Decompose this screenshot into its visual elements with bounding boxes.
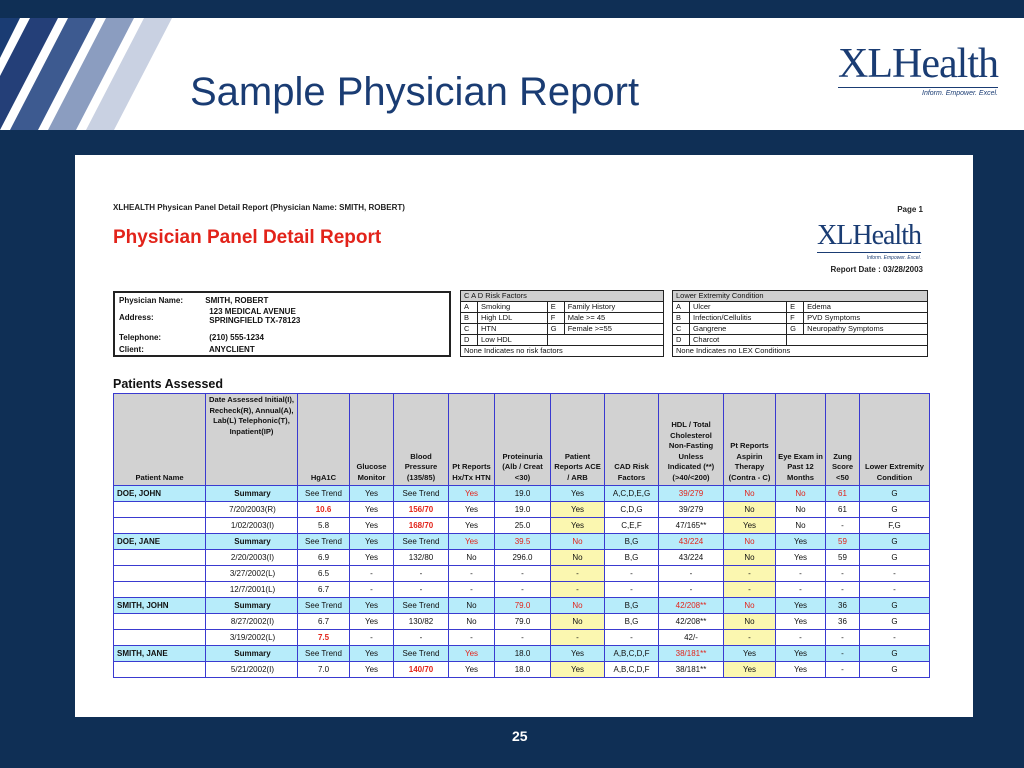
lex-legend-row bbox=[673, 313, 928, 324]
cell-bp: See Trend bbox=[394, 646, 449, 662]
cell-cad: A,B,C,D,F bbox=[605, 646, 659, 662]
cell-glu: Yes bbox=[350, 662, 394, 678]
cell-prot: - bbox=[495, 630, 551, 646]
cell-hdl: - bbox=[659, 566, 724, 582]
cell-eye: Yes bbox=[776, 646, 826, 662]
address-lines bbox=[209, 307, 300, 325]
cell-hga: 6.7 bbox=[298, 614, 350, 630]
lex-code: D bbox=[673, 335, 690, 346]
cell-asp: No bbox=[724, 598, 776, 614]
cell-bp: 140/70 bbox=[394, 662, 449, 678]
cell-prot: 18.0 bbox=[495, 662, 551, 678]
report-title: Physician Panel Detail Report bbox=[113, 227, 382, 248]
cell-hga: 10.6 bbox=[298, 502, 350, 518]
cell-lec: G bbox=[860, 646, 930, 662]
col-ace-arb: Patient Reports ACE / ARB bbox=[551, 394, 605, 486]
cell-name bbox=[114, 550, 206, 566]
cell-arb: No bbox=[551, 614, 605, 630]
cell-zung: 61 bbox=[826, 486, 860, 502]
cell-prot: - bbox=[495, 582, 551, 598]
client-label: Client: bbox=[119, 345, 144, 354]
cell-name bbox=[114, 518, 206, 534]
cell-glu: Yes bbox=[350, 534, 394, 550]
table-row bbox=[114, 646, 930, 662]
cell-glu: Yes bbox=[350, 598, 394, 614]
xlhealth-logo bbox=[838, 42, 998, 97]
cell-date: 3/27/2002(L) bbox=[206, 566, 298, 582]
cad-code: A bbox=[461, 302, 478, 313]
cell-hdl: 42/208** bbox=[659, 614, 724, 630]
col-lower-extremity: Lower Extremity Condition bbox=[860, 394, 930, 486]
cell-arb: No bbox=[551, 534, 605, 550]
cell-lec: G bbox=[860, 502, 930, 518]
cad-code: D bbox=[461, 335, 478, 346]
cell-hdl: 43/224 bbox=[659, 550, 724, 566]
cell-lec: F,G bbox=[860, 518, 930, 534]
col-hdl-cholesterol: HDL / Total Cholesterol Non-Fasting Unless Indicated (**) (>40/<200) bbox=[659, 394, 724, 486]
cell-hdl: 42/- bbox=[659, 630, 724, 646]
cad-label: Male >= 45 bbox=[564, 313, 663, 324]
cell-lec: G bbox=[860, 598, 930, 614]
lex-label: Ulcer bbox=[690, 302, 787, 313]
cell-date: 5/21/2002(I) bbox=[206, 662, 298, 678]
lex-code: B bbox=[673, 313, 690, 324]
table-row bbox=[114, 566, 930, 582]
logo-wordmark: XLHealth bbox=[838, 41, 998, 87]
report-header-line: XLHEALTH Physican Panel Detail Report (Physician Name: SMITH, ROBERT) bbox=[113, 203, 405, 212]
cell-arb: Yes bbox=[551, 518, 605, 534]
table-row bbox=[114, 518, 930, 534]
col-htn: Pt Reports Hx/Tx HTN bbox=[449, 394, 495, 486]
cad-code: C bbox=[461, 324, 478, 335]
cell-hdl: 47/165** bbox=[659, 518, 724, 534]
cell-date: 8/27/2002(I) bbox=[206, 614, 298, 630]
table-row bbox=[114, 582, 930, 598]
cell-cad: B,G bbox=[605, 614, 659, 630]
cell-date: 2/20/2003(I) bbox=[206, 550, 298, 566]
lex-empty-cell bbox=[787, 335, 928, 346]
cell-name bbox=[114, 614, 206, 630]
col-date-assessed: Date Assessed Initial(I), Recheck(R), Annual(A), Lab(L) Telephonic(T), Inpatient(IP) bbox=[206, 394, 298, 486]
cell-zung: - bbox=[826, 662, 860, 678]
cad-code: F bbox=[547, 313, 564, 324]
cell-name bbox=[114, 566, 206, 582]
cad-legend-row bbox=[461, 313, 664, 324]
cell-bp: See Trend bbox=[394, 486, 449, 502]
cell-prot: 19.0 bbox=[495, 486, 551, 502]
cell-hdl: 38/181** bbox=[659, 646, 724, 662]
cell-htn: Yes bbox=[449, 502, 495, 518]
cell-glu: Yes bbox=[350, 502, 394, 518]
cell-name: SMITH, JOHN bbox=[114, 598, 206, 614]
cell-date: 3/19/2002(L) bbox=[206, 630, 298, 646]
address-line-2: SPRINGFIELD TX-78123 bbox=[209, 316, 301, 325]
cell-arb: No bbox=[551, 598, 605, 614]
cell-name: DOE, JANE bbox=[114, 534, 206, 550]
cell-cad: B,G bbox=[605, 534, 659, 550]
table-row bbox=[114, 630, 930, 646]
cad-label: Family History bbox=[564, 302, 663, 313]
cell-lec: - bbox=[860, 582, 930, 598]
cell-glu: - bbox=[350, 566, 394, 582]
cell-date: 7/20/2003(R) bbox=[206, 502, 298, 518]
page-number: Page 1 bbox=[897, 205, 923, 214]
cell-prot: 79.0 bbox=[495, 598, 551, 614]
cad-label: Low HDL bbox=[478, 335, 548, 346]
lex-label: Edema bbox=[804, 302, 928, 313]
table-row bbox=[114, 614, 930, 630]
patients-table bbox=[113, 393, 930, 678]
cell-cad: - bbox=[605, 582, 659, 598]
cell-bp: 168/70 bbox=[394, 518, 449, 534]
lex-legend-row bbox=[673, 335, 928, 346]
cell-glu: Yes bbox=[350, 550, 394, 566]
slide-title: Sample Physician Report bbox=[190, 70, 640, 114]
cell-eye: - bbox=[776, 582, 826, 598]
lex-legend-note: None Indicates no LEX Conditions bbox=[673, 346, 928, 357]
cell-bp: - bbox=[394, 630, 449, 646]
col-hga1c: HgA1C bbox=[298, 394, 350, 486]
lex-code: E bbox=[787, 302, 804, 313]
cell-bp: 132/80 bbox=[394, 550, 449, 566]
col-zung-score: Zung Score <50 bbox=[826, 394, 860, 486]
cell-eye: Yes bbox=[776, 598, 826, 614]
cell-name: DOE, JOHN bbox=[114, 486, 206, 502]
cell-arb: No bbox=[551, 550, 605, 566]
table-row bbox=[114, 662, 930, 678]
slide-number: 25 bbox=[512, 728, 528, 744]
cell-hga: See Trend bbox=[298, 534, 350, 550]
cell-hga: 6.5 bbox=[298, 566, 350, 582]
col-blood-pressure: Blood Pressure (135/85) bbox=[394, 394, 449, 486]
cell-hga: 7.0 bbox=[298, 662, 350, 678]
cell-bp: See Trend bbox=[394, 534, 449, 550]
cad-code: G bbox=[547, 324, 564, 335]
table-row bbox=[114, 534, 930, 550]
cell-htn: Yes bbox=[449, 518, 495, 534]
cad-label: Smoking bbox=[478, 302, 548, 313]
cell-lec: G bbox=[860, 662, 930, 678]
cell-asp: No bbox=[724, 550, 776, 566]
cell-prot: 296.0 bbox=[495, 550, 551, 566]
cell-zung: 59 bbox=[826, 534, 860, 550]
cell-zung: 61 bbox=[826, 502, 860, 518]
cell-glu: Yes bbox=[350, 518, 394, 534]
cell-hdl: - bbox=[659, 582, 724, 598]
cad-legend-note: None Indicates no risk factors bbox=[461, 346, 664, 357]
cell-glu: Yes bbox=[350, 486, 394, 502]
slide-header bbox=[0, 18, 1024, 130]
col-aspirin-therapy: Pt Reports Aspirin Therapy (Contra - C) bbox=[724, 394, 776, 486]
lex-code: G bbox=[787, 324, 804, 335]
cad-risk-factors-legend bbox=[460, 290, 664, 357]
lex-code: A bbox=[673, 302, 690, 313]
cell-zung: 36 bbox=[826, 598, 860, 614]
cell-asp: No bbox=[724, 502, 776, 518]
cell-asp: No bbox=[724, 614, 776, 630]
cell-date: Summary bbox=[206, 486, 298, 502]
report-logo-wordmark: XLHealth bbox=[817, 220, 921, 251]
address-row bbox=[119, 307, 300, 325]
lex-label: Infection/Cellulitis bbox=[690, 313, 787, 324]
client-value: ANYCLIENT bbox=[208, 345, 255, 354]
cell-asp: - bbox=[724, 566, 776, 582]
col-eye-exam: Eye Exam in Past 12 Months bbox=[776, 394, 826, 486]
telephone-row bbox=[119, 333, 264, 342]
cell-prot: 19.0 bbox=[495, 502, 551, 518]
cad-legend-row bbox=[461, 335, 664, 346]
cell-name bbox=[114, 662, 206, 678]
cell-asp: - bbox=[724, 582, 776, 598]
cell-cad: A,C,D,E,G bbox=[605, 486, 659, 502]
cell-name bbox=[114, 502, 206, 518]
cell-name bbox=[114, 630, 206, 646]
cad-label: HTN bbox=[478, 324, 548, 335]
cad-empty-cell bbox=[547, 335, 663, 346]
cell-glu: - bbox=[350, 630, 394, 646]
cell-asp: Yes bbox=[724, 646, 776, 662]
cad-code: E bbox=[547, 302, 564, 313]
cell-arb: Yes bbox=[551, 486, 605, 502]
report-logo-rule bbox=[817, 252, 921, 253]
cell-eye: Yes bbox=[776, 550, 826, 566]
cad-legend-title: C A D Risk Factors bbox=[461, 291, 664, 302]
cad-legend-row bbox=[461, 302, 664, 313]
cell-glu: Yes bbox=[350, 646, 394, 662]
cell-cad: B,G bbox=[605, 598, 659, 614]
cell-hga: See Trend bbox=[298, 486, 350, 502]
cell-htn: No bbox=[449, 598, 495, 614]
cell-arb: Yes bbox=[551, 646, 605, 662]
cell-prot: 25.0 bbox=[495, 518, 551, 534]
cell-htn: Yes bbox=[449, 534, 495, 550]
cell-eye: No bbox=[776, 502, 826, 518]
address-label: Address: bbox=[119, 313, 154, 322]
cell-lec: G bbox=[860, 614, 930, 630]
cell-date: 1/02/2003(I) bbox=[206, 518, 298, 534]
cell-eye: Yes bbox=[776, 614, 826, 630]
cell-htn: Yes bbox=[449, 486, 495, 502]
cell-lec: G bbox=[860, 550, 930, 566]
physician-info-box bbox=[113, 291, 451, 357]
table-row bbox=[114, 486, 930, 502]
patients-table-body bbox=[114, 486, 930, 678]
table-header-row bbox=[114, 394, 930, 486]
cell-asp: No bbox=[724, 534, 776, 550]
cell-htn: Yes bbox=[449, 662, 495, 678]
cell-htn: Yes bbox=[449, 646, 495, 662]
lower-extremity-legend bbox=[672, 290, 928, 357]
cell-eye: No bbox=[776, 486, 826, 502]
telephone-label: Telephone: bbox=[119, 333, 162, 342]
cell-lec: G bbox=[860, 486, 930, 502]
cell-prot: 18.0 bbox=[495, 646, 551, 662]
cell-arb: - bbox=[551, 630, 605, 646]
cell-arb: Yes bbox=[551, 662, 605, 678]
cad-label: Female >=55 bbox=[564, 324, 663, 335]
lex-code: F bbox=[787, 313, 804, 324]
lex-legend-row bbox=[673, 302, 928, 313]
cell-asp: No bbox=[724, 486, 776, 502]
address-line-1: 123 MEDICAL AVENUE bbox=[209, 307, 296, 316]
cell-date: Summary bbox=[206, 598, 298, 614]
cell-lec: - bbox=[860, 630, 930, 646]
cell-hdl: 39/279 bbox=[659, 502, 724, 518]
cad-legend-row bbox=[461, 324, 664, 335]
physician-name: SMITH, ROBERT bbox=[205, 296, 269, 305]
cell-cad: - bbox=[605, 630, 659, 646]
cell-hdl: 39/279 bbox=[659, 486, 724, 502]
lex-label: PVD Symptoms bbox=[804, 313, 928, 324]
cell-hga: 6.9 bbox=[298, 550, 350, 566]
cell-asp: - bbox=[724, 630, 776, 646]
report-date: Report Date : 03/28/2003 bbox=[830, 265, 923, 274]
cell-cad: A,B,C,D,F bbox=[605, 662, 659, 678]
cell-zung: - bbox=[826, 518, 860, 534]
cell-name: SMITH, JANE bbox=[114, 646, 206, 662]
cell-htn: - bbox=[449, 566, 495, 582]
lex-legend-title: Lower Extremity Condition bbox=[673, 291, 928, 302]
cell-bp: See Trend bbox=[394, 598, 449, 614]
cell-eye: - bbox=[776, 566, 826, 582]
cell-zung: - bbox=[826, 566, 860, 582]
cell-date: Summary bbox=[206, 534, 298, 550]
cell-htn: No bbox=[449, 550, 495, 566]
table-row bbox=[114, 502, 930, 518]
table-row bbox=[114, 598, 930, 614]
cell-zung: 59 bbox=[826, 550, 860, 566]
cell-cad: - bbox=[605, 566, 659, 582]
cell-zung: - bbox=[826, 630, 860, 646]
cell-hga: See Trend bbox=[298, 598, 350, 614]
cell-hga: 6.7 bbox=[298, 582, 350, 598]
cell-asp: Yes bbox=[724, 518, 776, 534]
physician-name-label: Physician Name: bbox=[119, 296, 184, 305]
lex-label: Charcot bbox=[690, 335, 787, 346]
cell-eye: Yes bbox=[776, 534, 826, 550]
cell-hdl: 42/208** bbox=[659, 598, 724, 614]
cell-hga: 5.8 bbox=[298, 518, 350, 534]
cell-name bbox=[114, 582, 206, 598]
cell-htn: No bbox=[449, 614, 495, 630]
report-logo bbox=[817, 221, 921, 261]
cell-hga: 7.5 bbox=[298, 630, 350, 646]
lex-label: Gangrene bbox=[690, 324, 787, 335]
cell-eye: No bbox=[776, 518, 826, 534]
cell-lec: - bbox=[860, 566, 930, 582]
cell-date: 12/7/2001(L) bbox=[206, 582, 298, 598]
cell-lec: G bbox=[860, 534, 930, 550]
telephone-value: (210) 555-1234 bbox=[209, 333, 264, 342]
cell-glu: Yes bbox=[350, 614, 394, 630]
cell-htn: - bbox=[449, 582, 495, 598]
cell-bp: - bbox=[394, 582, 449, 598]
cell-date: Summary bbox=[206, 646, 298, 662]
cell-zung: - bbox=[826, 646, 860, 662]
client-row bbox=[119, 345, 255, 354]
patients-assessed-title: Patients Assessed bbox=[113, 377, 224, 391]
report-logo-tagline: Inform. Empower. Excel. bbox=[866, 255, 921, 261]
cell-bp: - bbox=[394, 566, 449, 582]
cell-asp: Yes bbox=[724, 662, 776, 678]
header-stripes-decoration bbox=[0, 18, 200, 130]
cell-arb: - bbox=[551, 582, 605, 598]
cell-prot: 79.0 bbox=[495, 614, 551, 630]
physician-name-row bbox=[119, 296, 268, 305]
cell-arb: - bbox=[551, 566, 605, 582]
cell-eye: Yes bbox=[776, 662, 826, 678]
cell-htn: - bbox=[449, 630, 495, 646]
cad-code: B bbox=[461, 313, 478, 324]
cell-arb: Yes bbox=[551, 502, 605, 518]
lex-legend-row bbox=[673, 324, 928, 335]
logo-rule bbox=[838, 87, 998, 88]
col-patient-name: Patient Name bbox=[114, 394, 206, 486]
table-row bbox=[114, 550, 930, 566]
logo-tagline: Inform. Empower. Excel. bbox=[922, 90, 998, 97]
report-document bbox=[75, 155, 973, 717]
cell-prot: 39.5 bbox=[495, 534, 551, 550]
cell-hdl: 38/181** bbox=[659, 662, 724, 678]
col-cad-risk-factors: CAD Risk Factors bbox=[605, 394, 659, 486]
cad-label: High LDL bbox=[478, 313, 548, 324]
col-proteinuria: Proteinuria (Alb / Creat <30) bbox=[495, 394, 551, 486]
lex-code: C bbox=[673, 324, 690, 335]
col-glucose-monitor: Glucose Monitor bbox=[350, 394, 394, 486]
cell-prot: - bbox=[495, 566, 551, 582]
cell-hdl: 43/224 bbox=[659, 534, 724, 550]
lex-label: Neuropathy Symptoms bbox=[804, 324, 928, 335]
cell-cad: C,D,G bbox=[605, 502, 659, 518]
cell-zung: 36 bbox=[826, 614, 860, 630]
cell-bp: 156/70 bbox=[394, 502, 449, 518]
cell-cad: C,E,F bbox=[605, 518, 659, 534]
cell-glu: - bbox=[350, 582, 394, 598]
cell-bp: 130/82 bbox=[394, 614, 449, 630]
cell-zung: - bbox=[826, 582, 860, 598]
cell-cad: B,G bbox=[605, 550, 659, 566]
cell-hga: See Trend bbox=[298, 646, 350, 662]
cell-eye: - bbox=[776, 630, 826, 646]
